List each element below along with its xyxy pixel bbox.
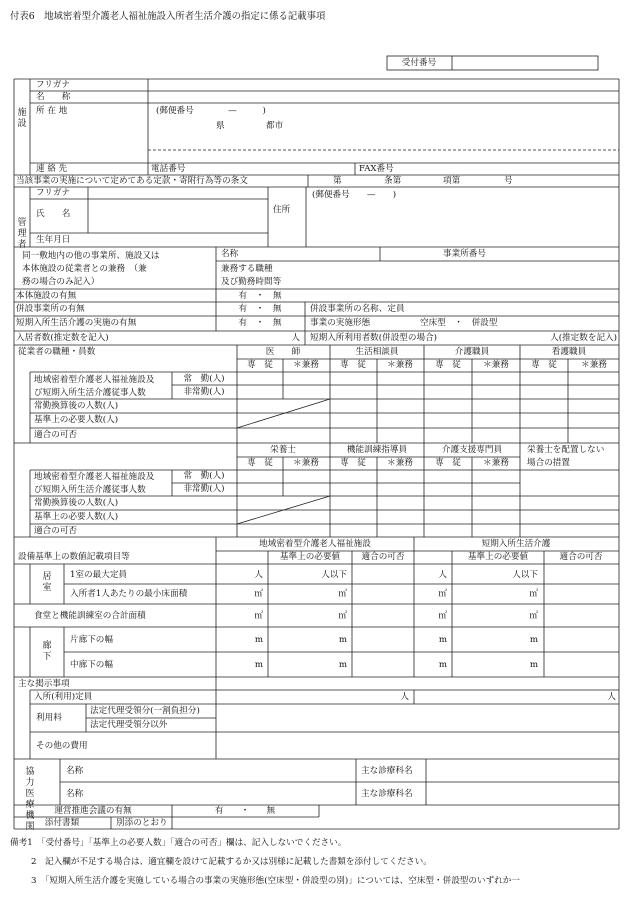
- single-hallway-unit-b: m: [438, 635, 447, 645]
- nutritionist-note-line2: 場合の措置: [527, 458, 570, 468]
- staff-job-nutritionist: 栄養士: [270, 445, 296, 455]
- row-required: 基準上の必要人数(人): [34, 512, 119, 522]
- equipment-required-a: 基準上の必要値: [279, 552, 341, 562]
- fee-other-label: 法定代理受領分以外: [90, 720, 168, 730]
- facility-furigana-label: フリガナ: [36, 80, 70, 90]
- facility-tel-field[interactable]: [195, 164, 353, 174]
- room-area-req-a: ㎡: [338, 589, 347, 599]
- single-hallway-req-b: m: [529, 635, 538, 645]
- note-1: 備考1 「受付番号」「基準上の必要人数」「適合の可否」欄は、記入しないでください。: [10, 838, 347, 848]
- staff-row-label-line1: 地域密着型介護老人福祉施設及: [34, 375, 155, 385]
- article-label: 当該事業の実施について定めてある定款・寄附行為等の条文: [16, 176, 248, 186]
- row-nonregular: 非常勤(人): [183, 484, 225, 494]
- attachments-label: 添付書類: [44, 818, 80, 828]
- medical-dept-label-1: 主な診療科名: [361, 766, 413, 776]
- dining-area-unit-a: ㎡: [254, 611, 263, 621]
- staff-job-counselor: 生活相談員: [355, 347, 399, 357]
- equipment-col-short-stay: 短期入所生活介護: [481, 539, 551, 549]
- nutritionist-note-line1: 栄養士を配置しない: [527, 445, 605, 455]
- middle-hallway-label: 中廊下の幅: [70, 660, 113, 670]
- manager-birthdate-field[interactable]: [89, 234, 267, 246]
- medical-name-label-2: 名称: [66, 789, 84, 799]
- manager-group-label: 管理者: [17, 218, 27, 250]
- staff-table-label: 従業者の職種・員数: [18, 347, 96, 357]
- room-area-unit-a: ㎡: [254, 589, 263, 599]
- room-area-unit-b: ㎡: [438, 589, 447, 599]
- col-concurrent: ＊兼務: [483, 360, 509, 370]
- facility-name-field[interactable]: [149, 92, 618, 102]
- concurrent-job-label-line2: 及び勤務時間等: [221, 277, 282, 287]
- facility-name-label: 名 称: [36, 92, 71, 102]
- col-concurrent: ＊兼務: [387, 458, 413, 468]
- facility-prefecture: 県: [216, 121, 225, 131]
- single-hallway-unit-a: m: [254, 635, 263, 645]
- hallway-group-label: 廊下: [42, 641, 52, 662]
- single-hallway-label: 片廊下の幅: [70, 635, 113, 645]
- equipment-required-b: 基準上の必要値: [467, 552, 529, 562]
- article-kou: 項第: [443, 176, 461, 186]
- receipt-number-field[interactable]: [453, 57, 597, 69]
- middle-hallway-req-a: m: [338, 660, 347, 670]
- dining-area-req-b: ㎡: [529, 611, 538, 621]
- meeting-label: 運営推進会議の有無: [54, 806, 132, 816]
- col-full-time: 専 従: [340, 458, 366, 468]
- main-facility-yes-no[interactable]: 有 ・ 無: [238, 291, 282, 301]
- staff-job-nurse: 看護職員: [551, 347, 587, 357]
- col-full-time: 専 従: [247, 458, 273, 468]
- short-users-label: 短期入所利用者数(併設型の場合): [310, 333, 438, 343]
- equipment-ok-a: 適合の可否: [361, 552, 405, 562]
- row-fte: 常勤換算後の人数(人): [34, 498, 119, 508]
- equipment-label: 設備基準上の数値記載項目等: [18, 552, 130, 562]
- note-2: 2 記入欄が不足する場合は、適宜欄を設けて記載するか又は別様に記載した書類を添付してください。: [31, 857, 432, 867]
- single-hallway-req-a: m: [338, 635, 347, 645]
- manager-name-field[interactable]: [89, 200, 267, 232]
- concurrent-facility-name-label: 名称: [221, 249, 239, 259]
- row-fte: 常勤換算後の人数(人): [34, 401, 119, 411]
- room-area-req-b: ㎡: [529, 589, 538, 599]
- col-full-time: 専 従: [435, 458, 461, 468]
- main-facility-label: 本体施設の有無: [16, 291, 77, 301]
- staff-job-trainer: 機能訓練指導員: [346, 445, 408, 455]
- attached-facility-label: 併設事業所の有無: [16, 304, 85, 314]
- dining-area-unit-b: ㎡: [438, 611, 447, 621]
- manager-concurrent-line3: 務の場合のみ記入）: [22, 277, 100, 287]
- facility-city: 都市: [266, 121, 284, 131]
- article-gou: 号: [504, 176, 513, 186]
- manager-furigana-label: フリガナ: [36, 188, 70, 198]
- col-full-time: 専 従: [247, 360, 273, 370]
- room-capacity-unit-a: 人: [254, 570, 263, 580]
- medical-name-label-1: 名称: [66, 766, 84, 776]
- row-regular: 常 勤(人): [183, 374, 225, 384]
- concurrent-job-label-line1: 兼務する職種: [221, 264, 273, 274]
- col-concurrent: ＊兼務: [293, 360, 319, 370]
- article-jou: 条第: [384, 176, 402, 186]
- manager-concurrent-line2: 本体施設の従業者との兼務 （兼: [22, 264, 147, 274]
- facility-contact-label: 連 絡 先: [36, 164, 68, 174]
- service-form-options[interactable]: 空床型 ・ 併設型: [420, 318, 498, 328]
- row-suitability: 適合の可否: [34, 430, 77, 440]
- medical-dept-label-2: 主な診療科名: [361, 789, 413, 799]
- manager-postal-code[interactable]: (郵便番号 — ): [312, 190, 397, 200]
- dining-area-req-a: ㎡: [338, 611, 347, 621]
- notices-capacity-label: 入所(利用)定員: [34, 692, 93, 702]
- form-title: 付表6 地域密着型介護老人福祉施設入所者生活介護の指定に係る記載事項: [10, 11, 326, 22]
- staff-row-label-line2: び短期入所生活介護従事人数: [34, 388, 146, 398]
- facility-tel-label: 電話番号: [151, 164, 186, 174]
- row-regular: 常 勤(人): [183, 471, 225, 481]
- room-capacity-label: 1室の最大定員: [70, 570, 128, 580]
- row-suitability: 適合の可否: [34, 526, 77, 536]
- notices-capacity-unit-b: 人: [607, 692, 616, 702]
- fee-group-label: 利用料: [36, 713, 62, 723]
- middle-hallway-req-b: m: [529, 660, 538, 670]
- staff-job-care-worker: 介護職員: [454, 347, 490, 357]
- medical-group-text: 協力医療機関: [25, 767, 35, 832]
- fee-statutory-label: 法定代理受領分(一割負担分): [90, 706, 200, 716]
- staff-row-label-line2: び短期入所生活介護従事人数: [34, 485, 146, 495]
- meeting-yes-no[interactable]: 有 ・ 無: [214, 806, 276, 816]
- medical-group-label: [20, 763, 60, 832]
- attachments-value: 別添のとおり: [116, 818, 168, 828]
- notices-label: 主な掲示事項: [18, 679, 70, 689]
- facility-fax-field[interactable]: [400, 164, 618, 174]
- room-capacity-req-a: 人以下: [321, 570, 347, 580]
- capacity-unit: 人: [291, 333, 300, 343]
- facility-fax-label: FAX番号: [359, 164, 394, 174]
- col-concurrent: ＊兼務: [581, 360, 607, 370]
- receipt-number-label: 受付番号: [401, 58, 437, 68]
- short-users-unit: 人(推定数を記入): [550, 333, 617, 343]
- col-concurrent: ＊兼務: [483, 458, 509, 468]
- middle-hallway-unit-a: m: [254, 660, 263, 670]
- col-full-time: 専 従: [435, 360, 461, 370]
- facility-postal-code[interactable]: (郵便番号 — ): [156, 106, 266, 116]
- manager-birthdate-label: 生年月日: [36, 235, 71, 245]
- col-full-time: 専 従: [340, 360, 366, 370]
- facility-furigana-field[interactable]: [149, 80, 618, 90]
- attached-facility-yes-no[interactable]: 有 ・ 無: [238, 304, 282, 314]
- room-area-label: 入所者1人あたりの最小床面積: [70, 589, 188, 599]
- manager-concurrent-line1: 同一敷地内の他の事業所、施設又は: [22, 251, 160, 261]
- row-nonregular: 非常勤(人): [183, 387, 225, 397]
- col-concurrent: ＊兼務: [387, 360, 413, 370]
- concurrent-facility-number-label: 事業所番号: [443, 249, 486, 259]
- room-group-label: 居室: [42, 572, 52, 593]
- staff-row-label-line1: 地域密着型介護老人福祉施設及: [34, 472, 155, 482]
- capacity-label: 入居者数(推定数を記入): [16, 333, 109, 343]
- article-dai: 第: [333, 176, 342, 186]
- notices-capacity-unit-a: 人: [400, 692, 409, 702]
- staff-job-care-manager: 介護支援専門員: [441, 445, 503, 455]
- dining-area-label: 食堂と機能訓練室の合計面積: [34, 611, 146, 621]
- equipment-ok-b: 適合の可否: [559, 552, 603, 562]
- staff-job-doctor: 医 師: [265, 347, 301, 357]
- other-costs-label: その他の費用: [36, 741, 88, 751]
- service-form-label: 事業の実施形態: [310, 318, 371, 328]
- manager-name-label: 氏 名: [36, 209, 71, 219]
- short-stay-yes-no[interactable]: 有 ・ 無: [238, 318, 282, 328]
- short-stay-label: 短期入所生活介護の実施の有無: [16, 318, 137, 328]
- manager-address-label: 住所: [273, 205, 291, 215]
- col-full-time: 専 従: [531, 360, 557, 370]
- facility-address-label: 所 在 地: [36, 106, 68, 116]
- equipment-col-facility: 地域密着型介護老人福祉施設: [259, 539, 371, 549]
- room-capacity-req-b: 人以下: [512, 570, 538, 580]
- attached-facility-name-label: 併設事業所の名称、定員: [310, 304, 405, 314]
- facility-group-label: 施設: [17, 108, 27, 129]
- room-capacity-unit-b: 人: [438, 570, 447, 580]
- col-concurrent: ＊兼務: [293, 458, 319, 468]
- middle-hallway-unit-b: m: [438, 660, 447, 670]
- note-3: 3 「短期入所生活介護を実施している場合の事業の実施形態(空床型・併設型の別)」については、空床型・併設型のいずれか一: [31, 876, 520, 886]
- row-required: 基準上の必要人数(人): [34, 415, 119, 425]
